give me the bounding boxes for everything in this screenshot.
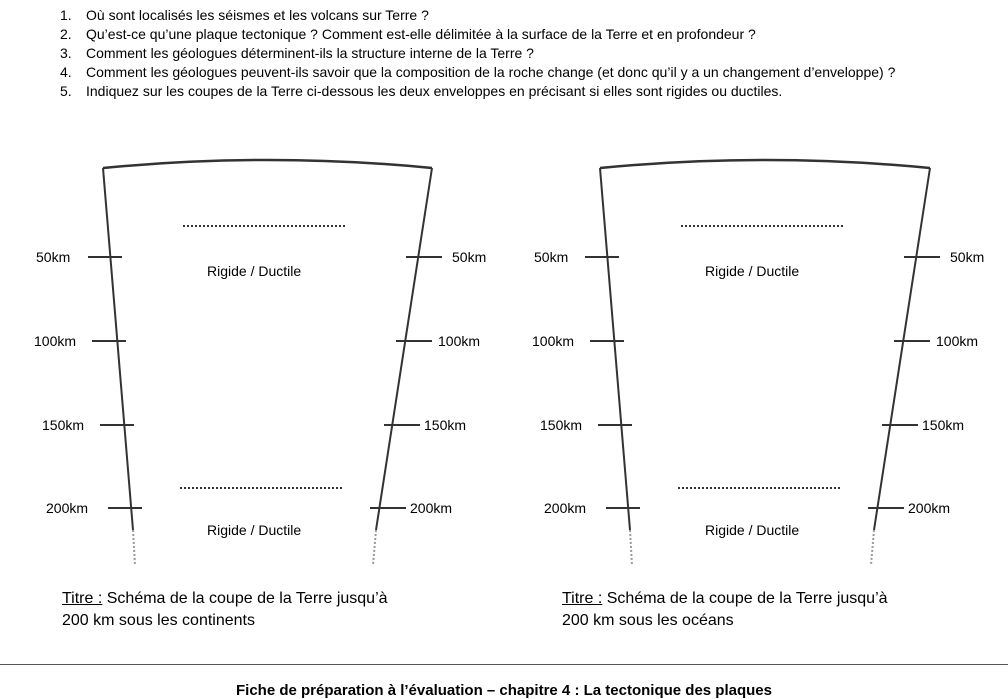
depth-label-150-left: 150km (42, 417, 85, 433)
depth-label-50-left: 50km (36, 249, 71, 265)
right-section-right-continuation (871, 530, 874, 565)
depth-label-50-right: 50km (950, 249, 985, 265)
depth-label-100-left: 100km (532, 333, 575, 349)
depth-label-200-left: 200km (46, 500, 89, 516)
depth-label-200-left: 200km (544, 500, 587, 516)
answer-dotted-line (678, 487, 840, 489)
depth-label-100-right: 100km (936, 333, 979, 349)
oceanic-section-frame (585, 160, 940, 565)
footer-title: Fiche de préparation à l’évaluation – chapitre 4 : La tectonique des plaques (236, 682, 772, 699)
depth-label-100-right: 100km (438, 333, 481, 349)
left-section-top-arc (103, 160, 432, 168)
left-section-right-continuation (373, 530, 376, 565)
answer-dotted-line (180, 487, 342, 489)
left-section-left-edge (103, 168, 133, 530)
depth-label-150-left: 150km (540, 417, 583, 433)
depth-label-50-right: 50km (452, 249, 487, 265)
depth-label-50-left: 50km (534, 249, 569, 265)
question-item: 3. Comment les géologues déterminent-ils la structure interne de la Terre ? (60, 45, 534, 61)
question-item: 1. Où sont localisés les séismes et les volcans sur Terre ? (60, 7, 429, 23)
question-item: 4. Comment les géologues peuvent-ils savoir que la composition de la roche change (et donc qu’il y a un changement d’enveloppe) ? (60, 64, 896, 80)
caption-line: Schéma de la coupe de la Terre jusqu’à (102, 590, 388, 607)
depth-label-150-right: 150km (922, 417, 965, 433)
caption-line: Schéma de la coupe de la Terre jusqu’à (602, 590, 888, 607)
rigid-ductile-choice: Rigide / Ductile (705, 522, 800, 538)
rigid-ductile-choice: Rigide / Ductile (207, 522, 302, 538)
caption-line: 200 km sous les océans (562, 612, 734, 629)
rigid-ductile-choice: Rigide / Ductile (705, 263, 800, 279)
left-section-left-continuation (133, 530, 135, 565)
depth-label-150-right: 150km (424, 417, 467, 433)
answer-dotted-line (183, 225, 345, 227)
caption-title-label: Titre : (562, 590, 603, 607)
footer-divider (0, 664, 1008, 665)
rigid-ductile-choice: Rigide / Ductile (207, 263, 302, 279)
question-item: 5. Indiquez sur les coupes de la Terre ci-dessous les deux enveloppes en précisant si elles sont rigides ou ductiles. (60, 83, 783, 99)
right-section-left-edge (600, 168, 630, 530)
answer-dotted-line (681, 225, 843, 227)
caption-oceans (562, 588, 888, 632)
caption-title-label: Titre : (62, 590, 103, 607)
question-item: 2. Qu’est-ce qu’une plaque tectonique ? Comment est-elle délimitée à la surface de la Terre et en profondeur ? (60, 26, 756, 42)
continental-section-frame (88, 160, 442, 565)
right-section-left-continuation (630, 530, 632, 565)
depth-label-100-left: 100km (34, 333, 77, 349)
depth-label-200-right: 200km (410, 500, 453, 516)
right-section-right-edge (874, 168, 930, 530)
caption-continents (62, 588, 388, 632)
depth-label-200-right: 200km (908, 500, 951, 516)
caption-line: 200 km sous les continents (62, 612, 255, 629)
right-section-top-arc (600, 160, 930, 168)
left-section-right-edge (376, 168, 432, 530)
